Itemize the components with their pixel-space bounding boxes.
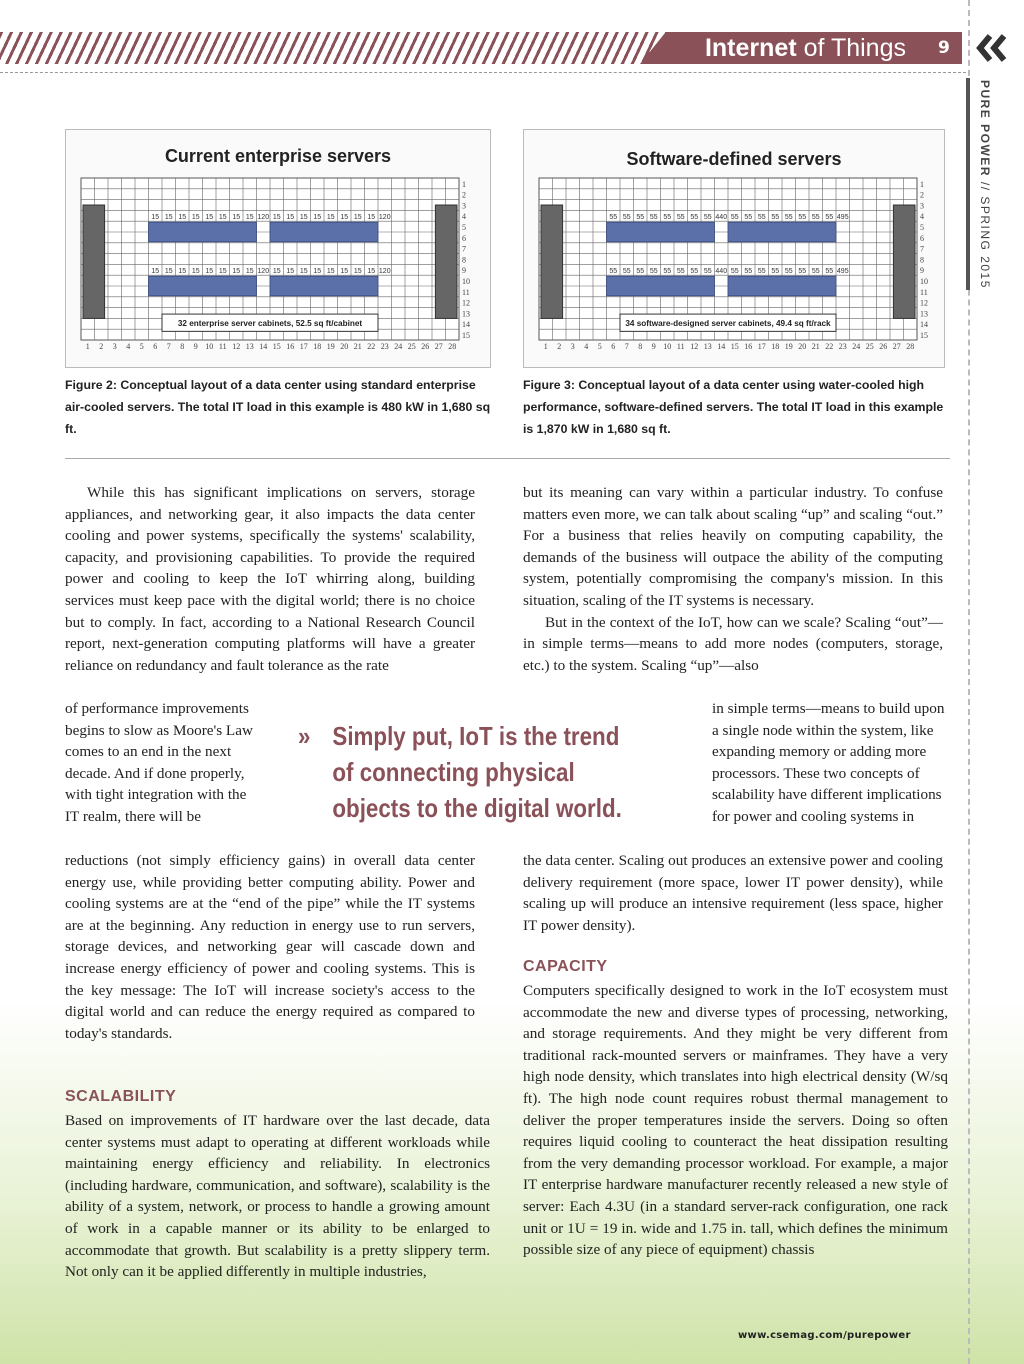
column-number: 20: [340, 342, 349, 351]
row-number: 3: [462, 201, 466, 211]
column-number: 2: [99, 342, 104, 351]
rack-load-label: 55: [744, 214, 753, 222]
double-chevron-left-icon: [972, 28, 1012, 68]
rack-load-label: 55: [609, 268, 618, 276]
rack-load-label: 15: [353, 214, 362, 222]
server-rack-row: [270, 222, 378, 242]
paragraph: but its meaning can vary within a particular industry. To confuse matters even more, we can talk about scaling “up” and scaling “out.” For a business that relies heavily on computing capability, the demands of the business will outpace the ability of the computing system, potentially compromising the company's mission. In this situation, scaling of the IT systems is necessary.: [523, 484, 943, 609]
column-number: 3: [112, 342, 117, 351]
rack-load-label: 15: [245, 214, 254, 222]
server-rack-row: [149, 276, 257, 296]
server-rack-row: [728, 276, 836, 296]
rack-load-label: 440: [715, 268, 728, 276]
heading-scalability: SCALABILITY: [65, 1088, 177, 1105]
cooling-unit: [83, 205, 105, 318]
rack-load-label: 55: [636, 268, 645, 276]
rack-load-label: 440: [715, 214, 728, 222]
column-number: 18: [313, 342, 322, 351]
rack-load-label: 55: [636, 214, 645, 222]
rack-load-label: 55: [771, 268, 780, 276]
rack-load-label: 15: [232, 268, 241, 276]
row-number: 2: [920, 190, 924, 200]
row-number: 3: [920, 201, 924, 211]
column-number: 10: [663, 342, 672, 351]
rack-load-label: 15: [286, 214, 295, 222]
rack-load-label: 15: [232, 214, 241, 222]
figure-current-enterprise: [65, 129, 491, 368]
row-number: 9: [920, 266, 924, 276]
rack-load-label: 15: [218, 214, 227, 222]
rack-load-label: 55: [771, 214, 780, 222]
column-number: 15: [272, 342, 281, 351]
figure-2-caption: Figure 2: Conceptual layout of a data center using standard enterprise air-cooled servers. The total IT load in this example is 480 kW in 1,680 sq ft.: [65, 378, 491, 436]
row-number: 15: [462, 331, 470, 340]
rack-load-label: 55: [663, 214, 672, 222]
column-number: 24: [394, 342, 403, 351]
paragraph-wrap: in simple terms—means to build upon a single node within the system, like expanding memory or adding more processors. These two concepts of scalability have different implications for power and cooling systems in: [712, 700, 945, 825]
column-number: 10: [205, 342, 214, 351]
column-2-wrap: [712, 698, 948, 828]
rack-load-label: 15: [353, 268, 362, 276]
rack-load-label: 15: [164, 214, 173, 222]
rack-load-label: 15: [245, 268, 254, 276]
paragraph: reductions (not simply efficiency gains) in overall data center energy use, while providing better computing ability. Power and cooling systems are at the “end of the pipe” while the IT systems are at the beginning. Any reduction in energy use to run servers, storage devices, and networking gear will cascade down and increase energy efficiency of power and cooling systems. This is the key message: The IoT will increase society's access to the digital world and can reduce the energy required as compared to today's standards.: [65, 852, 475, 1042]
figure-software-defined: [523, 129, 945, 368]
row-number: 14: [920, 320, 928, 330]
rack-load-label: 15: [164, 268, 173, 276]
rack-load-label: 55: [811, 268, 820, 276]
vertical-accent-rule: [966, 78, 970, 290]
column-number: 19: [326, 342, 335, 351]
figure-3-caption: Figure 3: Conceptual layout of a data center using water-cooled high performance, software-defined servers. The total IT load in this example is 1,870 kW in 1,680 sq ft.: [523, 378, 944, 436]
paragraph-wrap: of performance improvements begins to slow as Moore's Law comes to an end in the next decade. And if done properly, with tight integration with the IT realm, there will be: [65, 700, 253, 825]
column-number: 5: [139, 342, 144, 351]
rack-load-label: 55: [825, 268, 834, 276]
column-number: 24: [852, 342, 861, 351]
figure-separator: [65, 458, 950, 459]
rack-load-label: 55: [649, 214, 658, 222]
rack-load-label: 15: [299, 214, 308, 222]
row-number: 2: [462, 190, 466, 200]
rack-load-label: 15: [313, 268, 322, 276]
column-number: 18: [771, 342, 780, 351]
column-1-top: [65, 482, 475, 676]
rack-load-label: 15: [367, 268, 376, 276]
rack-load-label: 15: [286, 268, 295, 276]
rack-load-label: 15: [340, 268, 349, 276]
column-number: 17: [299, 342, 308, 351]
paragraph: But in the context of the IoT, how can we scale? Scaling “out”—in simple terms—means to add more nodes (computers, storage, etc.) to the system. Scaling “up”—also: [523, 613, 943, 674]
footer-url: www.csemag.com/purepower: [738, 1330, 911, 1341]
rack-load-label: 15: [178, 214, 187, 222]
rack-load-label: 55: [730, 268, 739, 276]
paragraph: While this has significant implications on servers, storage appliances, and networking gear, it also impacts the data center cooling and power systems, specifically the systems' scalability, capacity, and provisioning capabilities. To provide the required power and cooling to keep the IoT whirring along, building services must keep pace with the digital world; there is no choice but to comply. In fact, according to a National Research Council report, next-generation computing platforms will have a greater reliance on redundancy and fault tolerance as the rate: [65, 484, 475, 674]
rack-load-label: 55: [825, 214, 834, 222]
rack-load-label: 55: [784, 214, 793, 222]
pull-quote: [298, 718, 625, 826]
column-number: 22: [367, 342, 376, 351]
row-number: 1: [920, 179, 924, 189]
column-number: 20: [798, 342, 807, 351]
rack-load-label: 55: [703, 268, 712, 276]
data-center-layout-diagram: [66, 130, 490, 367]
section-title: Internet of Things: [704, 34, 906, 62]
column-number: 4: [584, 342, 589, 351]
rack-load-label: 55: [703, 214, 712, 222]
column-number: 26: [421, 342, 430, 351]
column-number: 11: [676, 342, 685, 351]
paragraph: Computers specifically designed to work in the IoT ecosystem must accommodate the new and diverse types of processing, networking, and storage requirements. And they might be very different from traditional rack-mounted servers or mainframes. They have a very high node density, which translates into high electrical density (W/sq ft). The high node count requires robust thermal management to deliver the proper temperatures inside the servers. Doing so often requires liquid cooling to counteract the heat dissipation resulting from the very demanding processor workload. For example, a major IT enterprise hardware manufacturer recently released a new style of server: Each 4.3U (in a standard server-rack configuration, one rack unit or 1U = 19 in. wide and 1.75 in. tall, which defines the minimum possible size of any piece of equipment) chassis: [523, 982, 948, 1259]
note-text: 34 software-designed server cabinets, 49.4 sq ft/rack: [625, 318, 831, 328]
column-number: 22: [825, 342, 834, 351]
column-number: 25: [407, 342, 416, 351]
rack-load-label: 15: [191, 268, 200, 276]
heading-capacity: CAPACITY: [523, 958, 608, 975]
data-center-layout-diagram: [524, 130, 944, 367]
rack-load-label: 15: [272, 268, 281, 276]
column-number: 6: [611, 342, 616, 351]
row-number: 5: [462, 223, 466, 232]
row-number: 7: [920, 244, 924, 254]
column-number: 14: [259, 342, 268, 351]
server-rack-row: [607, 222, 715, 242]
column-2-top: [523, 482, 943, 676]
row-number: 8: [462, 255, 466, 265]
rack-load-label: 120: [378, 268, 391, 276]
column-number: 8: [180, 342, 185, 351]
rack-load-label: 15: [313, 214, 322, 222]
column-number: 13: [703, 342, 712, 351]
row-number: 6: [920, 233, 924, 243]
column-number: 11: [218, 342, 227, 351]
column-number: 9: [651, 342, 656, 351]
column-number: 7: [166, 342, 171, 351]
rack-load-label: 55: [811, 214, 820, 222]
rack-load-label: 15: [191, 214, 200, 222]
rack-load-label: 55: [690, 268, 699, 276]
row-number: 13: [920, 309, 928, 319]
column-number: 7: [624, 342, 629, 351]
rack-load-label: 15: [151, 214, 160, 222]
rack-load-label: 55: [622, 214, 631, 222]
header-divider: [0, 72, 966, 73]
column-number: 15: [730, 342, 739, 351]
paragraph: Based on improvements of IT hardware over the last decade, data center systems must adapt to operating at different workloads while maintaining energy efficiency and reliability. In electronics (including hardware, communication, and software), scalability is the ability of a system, network, or process to handle a growing amount of work in a capable manner or its ability to be enlarged to accommodate that growth. But scalability is a pretty slippery term. Not only can it be applied differently in multiple industries,: [65, 1112, 490, 1281]
row-number: 8: [920, 255, 924, 265]
rack-load-label: 495: [836, 268, 849, 276]
row-number: 4: [920, 212, 924, 222]
column-2-continued: [523, 850, 943, 936]
column-number: 17: [757, 342, 766, 351]
rack-load-label: 55: [730, 214, 739, 222]
rack-load-label: 55: [609, 214, 618, 222]
rack-load-label: 120: [257, 268, 270, 276]
server-rack-row: [149, 222, 257, 242]
column-number: 13: [245, 342, 254, 351]
rack-load-label: 15: [205, 268, 214, 276]
column-number: 21: [353, 342, 362, 351]
figure-title: Software-defined servers: [626, 149, 842, 169]
rack-load-label: 55: [622, 268, 631, 276]
column-number: 23: [380, 342, 389, 351]
column-1-wrap: [65, 698, 263, 828]
row-number: 15: [920, 331, 928, 340]
column-number: 1: [543, 342, 548, 351]
rack-load-label: 55: [757, 268, 766, 276]
rack-load-label: 15: [178, 268, 187, 276]
row-number: 10: [462, 277, 470, 286]
row-number: 1: [462, 179, 466, 189]
column-1-scalability: [65, 1110, 490, 1283]
rack-load-label: 15: [205, 214, 214, 222]
paragraph: the data center. Scaling out produces an extensive power and cooling delivery requirement (more space, lower IT power density), while scaling up will produce an intensive requirement (less space, higher IT power density).: [523, 852, 943, 934]
note-text: 32 enterprise server cabinets, 52.5 sq ft/cabinet: [177, 318, 363, 328]
rack-load-label: 120: [257, 214, 270, 222]
column-number: 14: [717, 342, 726, 351]
row-number: 6: [462, 233, 466, 243]
column-number: 5: [597, 342, 602, 351]
column-number: 8: [638, 342, 643, 351]
column-number: 19: [784, 342, 793, 351]
row-number: 14: [462, 320, 470, 330]
row-number: 7: [462, 244, 466, 254]
server-rack-row: [607, 276, 715, 296]
rack-load-label: 15: [272, 214, 281, 222]
rack-load-label: 15: [326, 214, 335, 222]
column-number: 4: [126, 342, 131, 351]
row-number: 10: [920, 277, 928, 286]
server-rack-row: [728, 222, 836, 242]
column-number: 1: [85, 342, 90, 351]
column-number: 28: [906, 342, 915, 351]
issue-label: PURE POWER // SPRING 2015: [978, 80, 992, 289]
rack-load-label: 15: [151, 268, 160, 276]
rack-load-label: 55: [798, 214, 807, 222]
rack-load-label: 15: [299, 268, 308, 276]
rack-load-label: 55: [798, 268, 807, 276]
column-number: 23: [838, 342, 847, 351]
rack-load-label: 55: [676, 214, 685, 222]
rack-load-label: 495: [836, 214, 849, 222]
column-number: 21: [811, 342, 820, 351]
row-number: 12: [920, 298, 928, 308]
column-number: 16: [286, 342, 295, 351]
column-number: 12: [690, 342, 699, 351]
row-number: 11: [462, 287, 470, 297]
figure-title: Current enterprise servers: [164, 146, 392, 166]
column-number: 27: [892, 342, 901, 351]
page-number: 9: [938, 38, 950, 58]
row-number: 13: [462, 309, 470, 319]
server-rack-row: [270, 276, 378, 296]
rack-load-label: 15: [340, 214, 349, 222]
column-number: 3: [570, 342, 575, 351]
double-chevron-right-icon: »: [298, 721, 311, 751]
column-number: 2: [557, 342, 562, 351]
rack-load-label: 55: [676, 268, 685, 276]
column-2-capacity: [523, 980, 948, 1261]
pull-quote-text: Simply put, IoT is the trend of connecting physical objects to the digital world.: [332, 721, 622, 823]
row-number: 9: [462, 266, 466, 276]
rack-load-label: 55: [757, 214, 766, 222]
column-number: 25: [865, 342, 874, 351]
cooling-unit: [541, 205, 563, 318]
column-number: 12: [232, 342, 241, 351]
row-number: 11: [920, 287, 928, 297]
column-number: 27: [434, 342, 443, 351]
row-number: 12: [462, 298, 470, 308]
column-number: 28: [448, 342, 457, 351]
row-number: 5: [920, 223, 924, 232]
column-number: 9: [193, 342, 198, 351]
rack-load-label: 15: [218, 268, 227, 276]
rack-load-label: 15: [326, 268, 335, 276]
rack-load-label: 55: [690, 214, 699, 222]
rack-load-label: 55: [649, 268, 658, 276]
rack-load-label: 55: [744, 268, 753, 276]
column-number: 6: [153, 342, 158, 351]
cooling-unit: [893, 205, 915, 318]
column-number: 16: [744, 342, 753, 351]
rack-load-label: 15: [367, 214, 376, 222]
rack-load-label: 120: [378, 214, 391, 222]
cooling-unit: [435, 205, 457, 318]
column-1-continued: [65, 850, 475, 1044]
column-number: 26: [879, 342, 888, 351]
row-number: 4: [462, 212, 466, 222]
rack-load-label: 55: [663, 268, 672, 276]
rack-load-label: 55: [784, 268, 793, 276]
